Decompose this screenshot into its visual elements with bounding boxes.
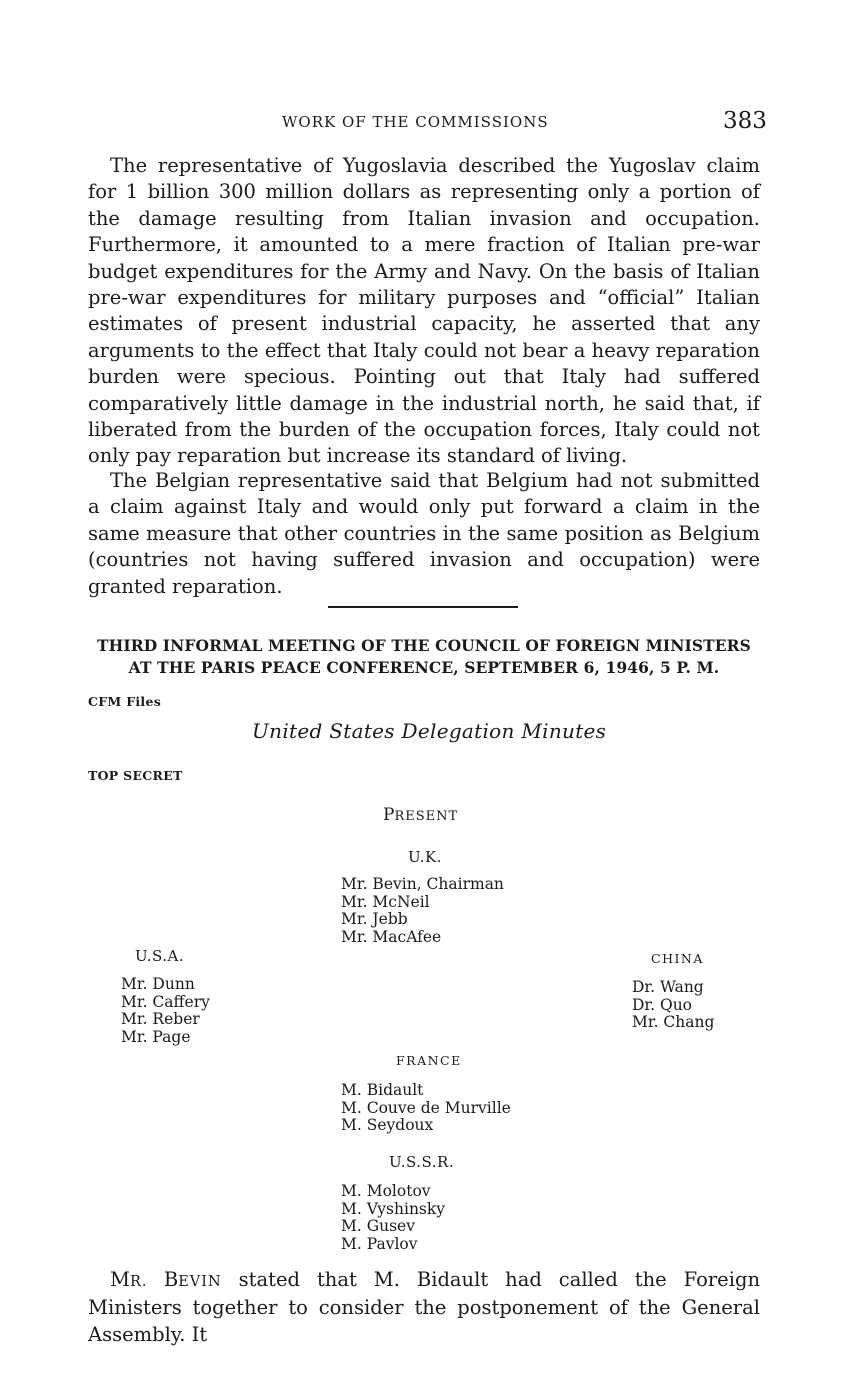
- delegate-name: Mr. MacAfee: [341, 927, 442, 946]
- delegation-france-list: [341, 1082, 511, 1135]
- paragraph-yugoslavia: [88, 153, 760, 470]
- delegate-name: M. Pavlov: [341, 1234, 418, 1253]
- page-number: 383: [723, 108, 767, 134]
- speaker-title-initial: M: [110, 1268, 130, 1291]
- present-heading-rest: RESENT: [394, 809, 459, 824]
- delegate-name: M. Gusev: [341, 1217, 415, 1235]
- delegate-name: Dr. Quo: [632, 995, 693, 1014]
- delegation-france-label: FRANCE: [396, 1053, 462, 1068]
- delegate-name: Mr. Caffery: [121, 992, 210, 1011]
- delegate-name: Mr. Page: [121, 1027, 191, 1046]
- running-head: WORK OF THE COMMISSIONS: [282, 113, 549, 131]
- speaker-name-rest: EVIN: [178, 1274, 222, 1290]
- delegation-china-list: [632, 979, 714, 1032]
- delegate-name: Mr. Bevin, Chairman: [341, 875, 504, 893]
- delegate-name: Mr. Jebb: [341, 910, 408, 928]
- section-divider: [328, 606, 518, 608]
- document-title: United States Delegation Minutes: [252, 719, 607, 743]
- delegation-usa-list: [121, 976, 210, 1046]
- delegate-name: M. Molotov: [341, 1182, 431, 1200]
- source-note: CFM Files: [88, 694, 162, 709]
- present-heading-initial: P: [383, 805, 395, 825]
- classification-label: TOP SECRET: [88, 768, 183, 783]
- delegation-usa-label: U.S.A.: [135, 947, 185, 965]
- delegation-ussr-label: U.S.S.R.: [389, 1153, 455, 1171]
- paragraph-bevin: [88, 1267, 760, 1348]
- delegate-name: Mr. Reber: [121, 1010, 200, 1028]
- meeting-heading: THIRD INFORMAL MEETING OF THE COUNCIL OF FOREIGN MINISTERS AT THE PARIS PEACE CONFERENCE, SEPTEMBER 6, 1946, 5 P. M.: [97, 636, 751, 677]
- delegation-uk-label: U.K.: [408, 848, 443, 866]
- delegate-name: M. Bidault: [341, 1081, 424, 1099]
- delegate-name: Mr. Dunn: [121, 975, 195, 993]
- delegate-name: Mr. Chang: [632, 1013, 715, 1031]
- delegation-ussr-list: [341, 1183, 445, 1253]
- speaker-name: [110, 1268, 222, 1291]
- delegation-uk-list: [341, 876, 504, 946]
- delegate-name: M. Seydoux: [341, 1116, 434, 1134]
- paragraph-yugoslavia-text: The representative of Yugoslavia described the Yugoslav claim for 1 billion 300 million dollars as representing only a portion of the damage resulting from Italian invasion and occupation. Furthermore, it amounted to a mere fraction of Italian pre-war budget expenditures for the Army and Navy. On the basis of Italian pre-war expenditures for military purposes and “official” Italian estimates of present industrial capacity, he asserted that any arguments to the effect that Italy could not bear a heavy reparation burden were specious. Pointing out that Italy had suffered comparatively little damage in the industrial north, he said that, if liberated from the burden of the occupation forces, Italy could not only pay reparation but increase its standard of living.: [88, 154, 760, 468]
- present-heading: [383, 805, 458, 825]
- delegate-name: Mr. McNeil: [341, 892, 430, 911]
- speaker-name-initial: B: [163, 1268, 179, 1291]
- delegate-name: M. Vyshinsky: [341, 1199, 446, 1218]
- delegate-name: Dr. Wang: [632, 978, 704, 996]
- paragraph-belgium-text: The Belgian representative said that Belgium had not submitted a claim against Italy and would only put forward a claim in the same measure that other countries in the same position as Belgium (countries not having suffered invasion and occupation) were granted reparation.: [88, 469, 760, 598]
- paragraph-bevin-text: stated that M. Bidault had called the Foreign Ministers together to consider the postponement of the General Assembly. It: [88, 1268, 761, 1346]
- delegate-name: M. Couve de Murville: [341, 1098, 511, 1117]
- speaker-title-rest: R.: [129, 1274, 164, 1290]
- paragraph-belgium: [88, 468, 760, 600]
- delegation-china-label: CHINA: [651, 951, 704, 966]
